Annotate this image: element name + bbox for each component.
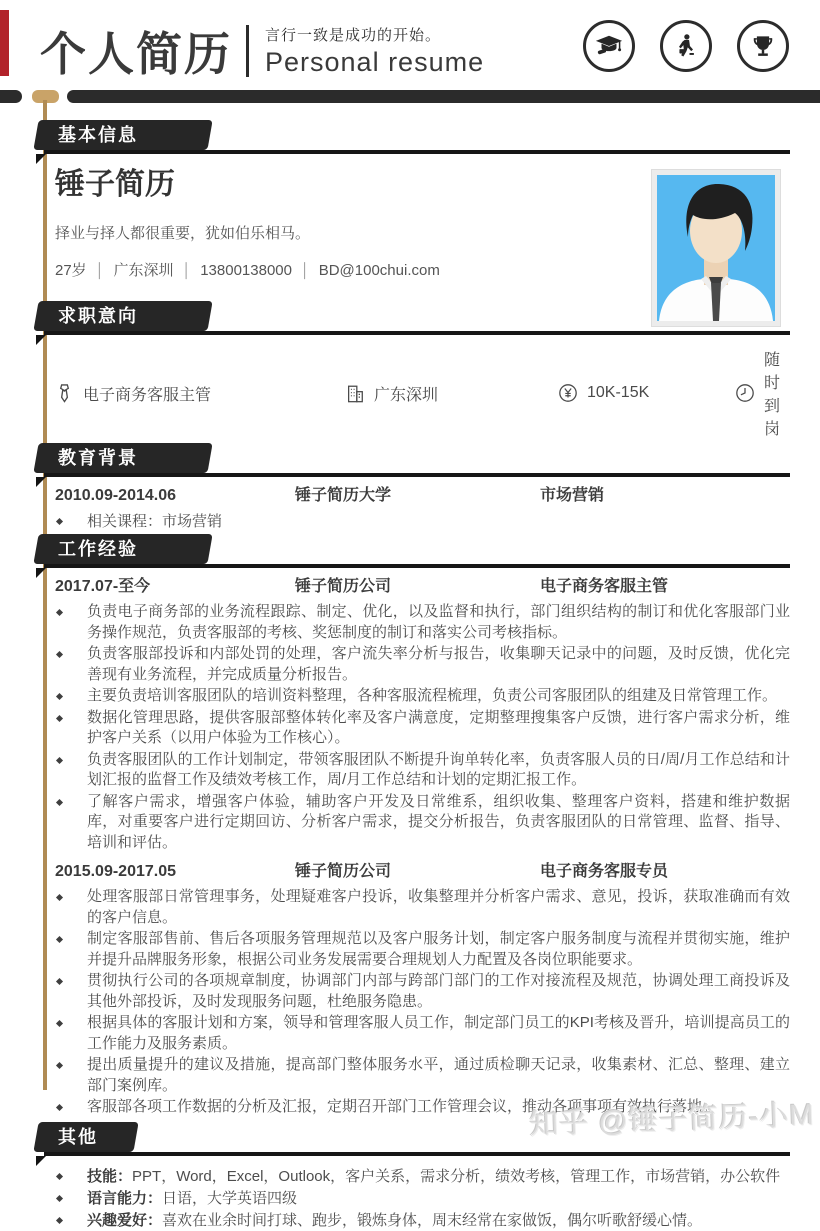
ribbon-fold — [36, 154, 46, 164]
bullet-item: 负责客服团队的工作计划制定，带领客服团队不断提升询单转化率，负责客服人员的日/周/月工作总结和计划汇报的监督工作及绩效考核工作，周/月工作总结和计划的定期汇报工作。 — [55, 750, 790, 791]
city: 广东深圳 — [113, 262, 174, 279]
section-header-work — [36, 534, 790, 568]
section-label: 基本信息 — [58, 125, 138, 145]
section-header-education — [36, 443, 790, 477]
intent-availability — [735, 347, 790, 439]
section-label: 教育背景 — [58, 448, 138, 468]
bullet-item: 了解客户需求，增强客户体验，辅助客户开发及日常维系，组织收集、整理客户资料，搭建和维护数据库，对重要客户进行定期回访、分析客户需求，提交分析报告，负责客服团队的日常管理、监督、指导、培训和评估。 — [55, 792, 790, 854]
work-company: 锤子简历公司 — [295, 578, 392, 595]
bullet-item: 数据化管理思路，提供客服部整体转化率及客户满意度，定期整理搜集客户反馈，进行客户需求分析，维护客户关系（以用户体验为工作核心）。 — [55, 708, 790, 749]
job-intent-row — [55, 347, 790, 439]
work-period: 2017.07-至今 — [55, 578, 151, 595]
avatar — [652, 170, 780, 326]
work-title: 电子商务客服专员 — [540, 863, 669, 880]
bullet-item: 贯彻执行公司的各项规章制度，协调部门内部与跨部门部门的工作对接流程及规范，协调处理工商投诉及其他外部投诉，及时发现服务问题，杜绝服务隐患。 — [55, 971, 790, 1012]
education-school: 锤子简历大学 — [295, 487, 392, 504]
work-period: 2015.09-2017.05 — [55, 863, 176, 880]
section-rule — [44, 473, 790, 477]
separator: │ — [182, 262, 192, 278]
section-badge — [33, 301, 212, 331]
bullet-item: 相关课程：市场营销 — [55, 511, 790, 532]
bullet-item: 客服部各项工作数据的分析及汇报，定期召开部门工作管理会议，推动各项事项有效执行落地。 — [55, 1097, 790, 1118]
education-period: 2010.09-2014.06 — [55, 487, 176, 504]
intent-position-text: 电子商务客服主管 — [83, 386, 212, 404]
bullet-item: 制定客服部售前、售后各项服务管理规范以及客户服务计划，制定客户服务制度与流程并贯彻实施，维护并提升品牌服务形象，根据公司业务发展需要合理规划人力配置及各岗位职能要求。 — [55, 929, 790, 970]
section-badge — [33, 534, 212, 564]
hobby-label: 兴趣爱好： — [87, 1211, 163, 1229]
candidate-motto: 择业与择人都很重要，犹如伯乐相马。 — [55, 225, 311, 242]
section-label: 工作经验 — [58, 539, 138, 559]
intent-city — [345, 382, 558, 405]
bullet-item: 根据具体的客服计划和方案，领导和管理客服人员工作，制定部门员工的KPI考核及晋升，培训提高员工的工作能力及服务素质。 — [55, 1013, 790, 1054]
other-bullets — [55, 1166, 790, 1231]
bullet-item: 处理客服部日常管理事务，处理疑难客户投诉，收集整理并分析客户需求、意见，投诉，获取准确而有效的客户信息。 — [55, 887, 790, 928]
ribbon-fold — [36, 1156, 46, 1166]
phone: 13800138000 — [200, 262, 292, 279]
skills-label: 技能： — [87, 1167, 133, 1185]
section-badge — [33, 443, 212, 473]
section-rule — [44, 1152, 790, 1156]
section-rule — [44, 331, 790, 335]
hobby-row — [55, 1210, 790, 1231]
language-text: 日语，大学英语四级 — [162, 1189, 298, 1207]
building-icon — [345, 383, 365, 404]
section-label: 其他 — [58, 1126, 98, 1147]
bullet-item: 主要负责培训客服团队的培训资料整理，各种客服流程梳理，负责公司客服团队的组建及日常管理工作。 — [55, 686, 790, 707]
intent-salary — [558, 383, 735, 403]
page-title: 个人简历 — [40, 28, 232, 80]
work-bullets — [55, 887, 790, 1118]
intent-salary-text: 10K-15K — [587, 384, 650, 401]
section-rule — [44, 564, 790, 568]
bullet-item: 负责电子商务部的业务流程跟踪、制定、优化，以及监督和执行，部门组织结构的制订和优化客服部门业务操作规范，负责客服部的考核、奖惩制度的制订和落实公司考核指标。 — [55, 602, 790, 643]
hobby-text: 喜欢在业余时间打球、跑步，锻炼身体，周末经常在家做饭，偶尔听歌舒缓心情。 — [162, 1211, 703, 1229]
ribbon-fold — [36, 568, 46, 578]
intent-availability-text: 随时到岗 — [764, 352, 781, 438]
slogan-cn: 言行一致是成功的开始。 — [265, 27, 442, 44]
ribbon-fold — [36, 477, 46, 487]
education-major: 市场营销 — [540, 487, 605, 504]
section-badge — [33, 120, 212, 150]
section-badge — [33, 1122, 138, 1152]
work-entry-header — [55, 576, 790, 598]
work-bullets — [55, 602, 790, 853]
work-company: 锤子简历公司 — [295, 863, 392, 880]
skills-row — [55, 1166, 790, 1187]
work-entry-header — [55, 861, 790, 883]
ribbon-fold — [36, 335, 46, 345]
education-bullets — [55, 511, 790, 532]
intent-city-text: 广东深圳 — [374, 386, 439, 404]
bullet-item: 负责客服部投诉和内部处罚的处理，客户流失率分析与报告，收集聊天记录中的问题，及时反馈，优化完善现有业务流程，并完成质量分析报告。 — [55, 644, 790, 685]
section-header-basic-info — [36, 120, 790, 154]
work-title: 电子商务客服主管 — [540, 578, 669, 595]
candidate-name: 锤子简历 — [55, 168, 175, 201]
section-label: 求职意向 — [58, 306, 138, 326]
age: 27岁 — [55, 262, 87, 279]
separator: │ — [300, 262, 310, 278]
education-entry-header — [55, 485, 790, 507]
slogan-en: Personal resume — [265, 47, 485, 77]
language-label: 语言能力： — [87, 1189, 163, 1207]
skills-text: PPT，Word，Excel，Outlook，客户关系，需求分析，绩效考核，管理工作，市场营销，办公软件 — [132, 1167, 781, 1185]
zhihu-watermark: 知乎 @锤子简历-小M — [528, 1099, 815, 1141]
salary-icon — [558, 383, 578, 403]
separator: │ — [95, 262, 105, 278]
language-row — [55, 1188, 790, 1209]
clock-icon — [735, 383, 755, 403]
email: BD@100chui.com — [318, 262, 440, 279]
tie-icon — [55, 383, 74, 404]
bullet-item: 提出质量提升的建议及措施，提高部门整体服务水平，通过质检聊天记录，收集素材、汇总、整理、建立部门案例库。 — [55, 1055, 790, 1096]
intent-position — [55, 382, 345, 405]
section-rule — [44, 150, 790, 154]
